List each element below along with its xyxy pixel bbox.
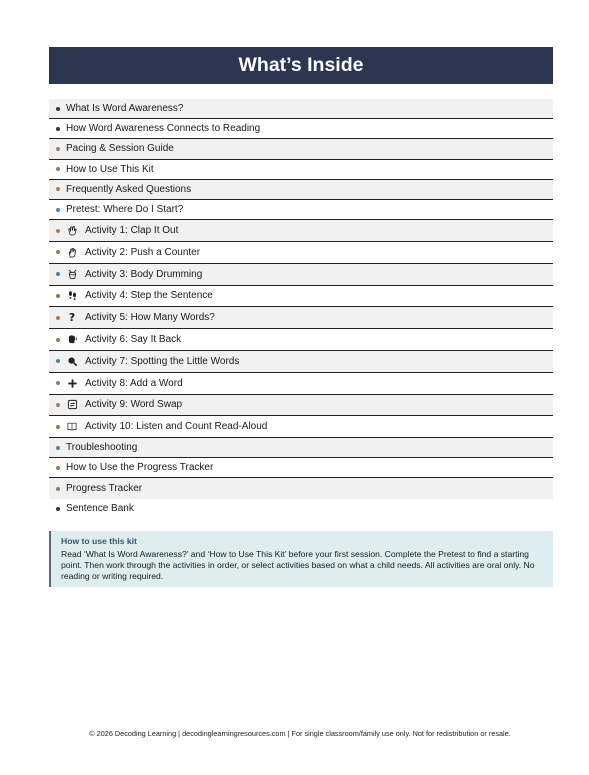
bullet-icon: [56, 403, 60, 407]
bullet-icon: [56, 167, 60, 171]
toc-item[interactable]: [49, 200, 553, 220]
toc-item[interactable]: [49, 160, 553, 180]
toc-item[interactable]: [49, 220, 553, 242]
toc-item[interactable]: [49, 119, 553, 139]
bullet-icon: [56, 381, 60, 385]
toc-item-label: Activity 7: Spotting the Little Words: [85, 355, 240, 367]
toc-item-label: How Word Awareness Connects to Reading: [66, 123, 261, 135]
toc-item[interactable]: [49, 264, 553, 286]
plus-icon: [66, 377, 78, 389]
swap-icon: [66, 399, 78, 411]
toc-item[interactable]: [49, 286, 553, 308]
bullet-icon: [56, 107, 60, 111]
page-header: [49, 47, 553, 84]
toc-item[interactable]: [49, 478, 553, 498]
toc-item[interactable]: [49, 499, 553, 519]
page-title: What’s Inside: [238, 54, 364, 76]
toc-item[interactable]: [49, 329, 553, 351]
toc-item-label: Activity 3: Body Drumming: [85, 268, 203, 280]
footsteps-icon: [66, 290, 78, 302]
toc-item-label: Activity 1: Clap It Out: [85, 225, 179, 237]
clap-icon: [66, 225, 78, 237]
toc-item-label: Activity 2: Push a Counter: [85, 246, 201, 258]
toc-item[interactable]: [49, 307, 553, 329]
toc-item[interactable]: [49, 351, 553, 373]
bullet-icon: [56, 208, 60, 212]
toc-item[interactable]: [49, 438, 553, 458]
drum-icon: [66, 268, 78, 280]
toc-item-label: Pacing & Session Guide: [66, 143, 174, 155]
bullet-icon: [56, 127, 60, 131]
bullet-icon: [56, 316, 60, 320]
toc-item[interactable]: [49, 180, 553, 200]
question-icon: ?: [68, 311, 76, 325]
toc-item-label: How to Use This Kit: [66, 163, 154, 175]
toc-item-label: What Is Word Awareness?: [66, 103, 184, 115]
toc-item-label: Activity 8: Add a Word: [85, 377, 183, 389]
page-footer: © 2026 Decoding Learning | decodinglearningresources.com | For single classroom/family use only. Not for redistribution or resale.: [89, 729, 511, 738]
toc-item-label: How to Use the Progress Tracker: [66, 462, 214, 474]
bullet-icon: [56, 294, 60, 298]
bullet-icon: [56, 487, 60, 491]
toc-item-label: Troubleshooting: [66, 442, 138, 454]
toc-item[interactable]: [49, 99, 553, 119]
toc-item-label: Frequently Asked Questions: [66, 183, 192, 195]
bullet-icon: [56, 272, 60, 276]
bullet-icon: [56, 229, 60, 233]
book-icon: [66, 421, 78, 433]
toc-item-label: Activity 5: How Many Words?: [85, 312, 215, 324]
toc-item-label: Activity 9: Word Swap: [85, 399, 183, 411]
bullet-icon: [56, 507, 60, 511]
toc-item-label: Activity 4: Step the Sentence: [85, 290, 213, 302]
bullet-icon: [56, 466, 60, 470]
toc-item-label: Activity 6: Say It Back: [85, 334, 182, 345]
toc-item-label: Sentence Bank: [66, 503, 134, 515]
toc-item[interactable]: [49, 139, 553, 159]
bullet-icon: [56, 425, 60, 429]
toc-item[interactable]: [49, 458, 553, 478]
toc-item-label: Progress Tracker: [66, 483, 143, 495]
bullet-icon: [56, 359, 60, 363]
usage-note-body: Read ‘What Is Word Awareness?’ and ‘How to Use This Kit’ before your first session. Complete the Pretest to find a starting point. Then work through the activities in order, or select activities based on what a child needs. All activities are oral only. No reading or writing required.: [61, 549, 535, 581]
bullet-icon: [56, 338, 60, 342]
toc-item-label: Pretest: Where Do I Start?: [66, 204, 184, 216]
speech-icon: [66, 334, 78, 346]
bullet-icon: [56, 250, 60, 254]
bullet-icon: [56, 147, 60, 151]
toc-item[interactable]: [49, 242, 553, 264]
table-of-contents: [49, 99, 553, 519]
toc-item[interactable]: [49, 416, 553, 438]
bullet-icon: [56, 446, 60, 450]
toc-item-label: Activity 10: Listen and Count Read-Aloud: [85, 421, 268, 433]
toc-item[interactable]: [49, 395, 553, 417]
bullet-icon: [56, 187, 60, 191]
hand-icon: [66, 246, 78, 258]
usage-note-title: How to use this kit: [61, 536, 137, 546]
usage-note: [49, 531, 553, 587]
toc-item[interactable]: [49, 373, 553, 395]
magnifier-icon: [66, 355, 78, 367]
